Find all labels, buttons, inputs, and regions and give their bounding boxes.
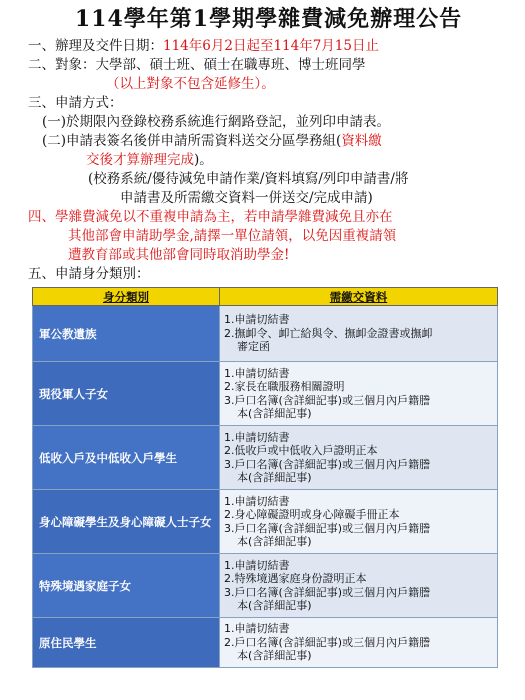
category-cell: 低收入戶及中低收入戶學生 [33,426,220,490]
section-categories-label: 五、申請身分類別： [28,266,150,282]
document-item: 2.撫卹令、卹亡給與令、撫卹金證書或撫卹 [224,326,433,340]
header-documents: 需繳交資料 [220,288,498,306]
documents-cell [220,554,498,618]
page-title: 114學年第1學期學雜費減免辦理公告 [74,6,463,32]
documents-cell [220,426,498,490]
table-row [33,490,498,554]
document-item: 本(含詳細記事) [237,535,312,548]
documents-cell [220,362,498,426]
documents-cell [220,306,498,362]
document-item: 2.身心障礙證明或身心障礙手冊正本 [224,508,400,521]
method-item-1: (一)於期限內登錄校務系統進行網路登記，並列印申請表。 [42,114,391,130]
category-cell: 特殊境遇家庭子女 [33,554,220,618]
date-label: 一、辦理及交件日期： [28,38,163,54]
document-item: 本(含詳細記事) [237,407,312,420]
document-item: 2.家長在職服務相關證明 [224,380,345,393]
section-date [28,37,509,56]
document-item: 本(含詳細記事) [237,649,312,663]
document-item: 3.戶口名簿(含詳細記事)或三個月內戶籍謄 [224,457,431,471]
notice-line-2: 其他部會申請助學金,請擇一單位請領，以免因重複請領 [68,228,397,244]
method-item-2-cont: 交後才算辦理完成)。 [86,152,213,168]
method-item-2: (二)申請表簽名後併申請所需資料送交分區學務組(資料繳 [42,133,382,149]
date-value: 114年6月2日起至114年7月15日止 [163,38,379,54]
document-item: 1.申請切結書 [224,494,290,508]
document-item: 1.申請切結書 [224,366,290,380]
document-item: 1.申請切結書 [224,622,290,636]
notice-line-3: 遭教育部或其他部會同時取消助學金! [68,247,290,263]
category-cell: 現役軍人子女 [33,362,220,426]
table-body [33,306,498,668]
table-row [33,618,498,668]
document-item: 3.戶口名簿(含詳細記事)或三個月內戶籍謄 [224,393,431,407]
document-item: 2.戶口名簿(含詳細記事)或三個月內戶籍謄 [224,635,431,649]
section-method-label: 三、申請方式： [28,95,123,111]
document-item: 2.低收戶或中低收入戶證明正本 [224,444,378,457]
table-row [33,306,498,362]
document-item: 審定函 [237,340,270,354]
document-item: 本(含詳細記事) [237,471,312,484]
category-cell: 身心障礙學生及身心障礙人士子女 [33,490,220,554]
document-item: 本(含詳細記事) [237,599,312,612]
document-item: 2.特殊境遇家庭身份證明正本 [224,572,367,585]
table-row [33,554,498,618]
category-cell: 原住民學生 [33,618,220,668]
document-item: 3.戶口名簿(含詳細記事)或三個月內戶籍謄 [224,585,431,599]
documents-cell [220,618,498,668]
header-category: 身分類別 [33,288,220,306]
notice-line-1: 四、學雜費減免以不重複申請為主，若申請學雜費減免且亦在 [28,209,393,225]
documents-cell [220,490,498,554]
method-steps-line-1: (校務系統/優待減免申請作業/資料填寫/列印申請書/將 [88,171,409,187]
document-item: 1.申請切結書 [224,558,290,572]
table-row [33,426,498,490]
table-row [33,362,498,426]
categories-table [32,287,498,668]
target-note: （以上對象不包含延修生）。 [106,76,275,92]
method-steps-line-2: 申請書及所需繳交資料一併送交/完成申請) [120,190,373,206]
table-header-row [33,288,498,306]
document-item: 1.申請切結書 [224,430,290,444]
document-item: 3.戶口名簿(含詳細記事)或三個月內戶籍謄 [224,521,431,535]
section-target: 二、對象：大學部、碩士班、碩士在職專班、博士班同學 [28,57,366,73]
document-item: 1.申請切結書 [224,313,290,327]
category-cell: 軍公教遺族 [33,306,220,362]
